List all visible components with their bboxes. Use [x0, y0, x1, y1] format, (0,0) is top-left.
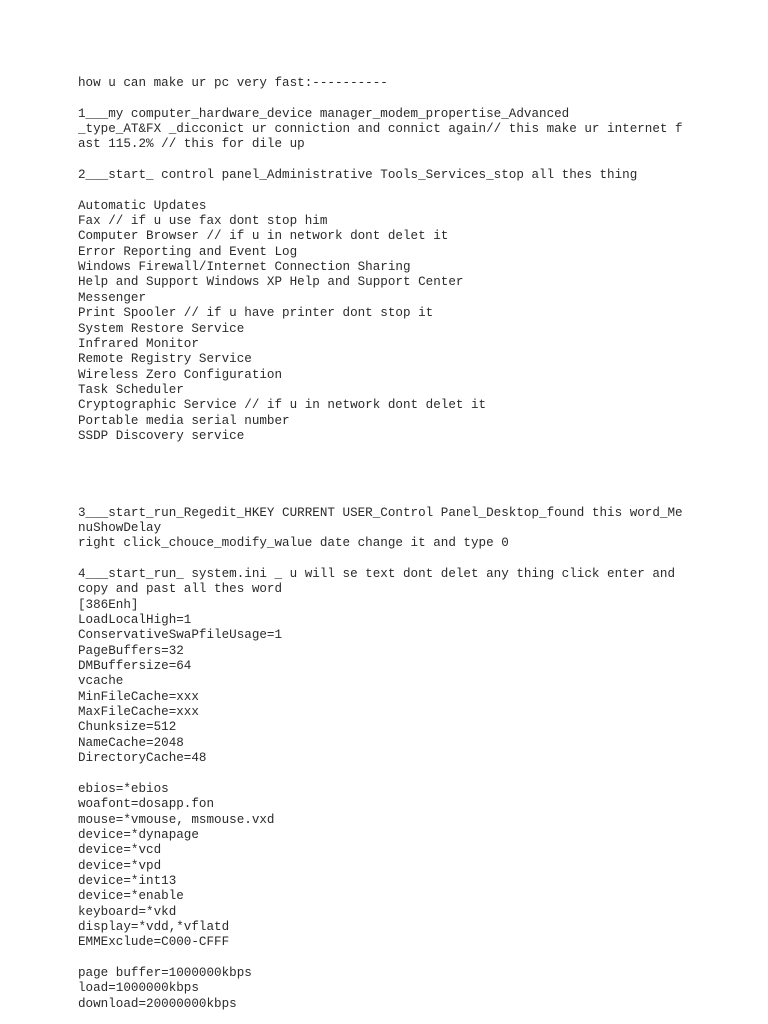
- text-line: 4___start_run_ system.ini _ u will se text dont delet any thing click enter and: [78, 567, 676, 581]
- text-line: device=*dynapage: [78, 827, 199, 842]
- blank-line: [78, 475, 738, 490]
- text-line: SSDP Discovery service: [78, 428, 245, 443]
- text-line: keyboard=*vkd: [78, 904, 177, 919]
- text-line: right click_chouce_modify_walue date change it and type 0: [78, 536, 509, 551]
- blank-line: [78, 552, 738, 567]
- text-line: display=*vdd,*vflatd: [78, 919, 230, 934]
- text-line: Wireless Zero Configuration: [78, 367, 283, 382]
- text-line: Print Spooler // if u have printer dont stop it: [78, 306, 434, 321]
- blank-line: [78, 91, 738, 106]
- text-line: MinFileCache=xxx: [78, 689, 199, 704]
- text-line: PageBuffers=32: [78, 643, 184, 658]
- text-line: ast 115.2% // this for dile up: [78, 137, 305, 152]
- blank-line: [78, 951, 738, 966]
- text-line: NameCache=2048: [78, 735, 184, 750]
- text-line: Error Reporting and Event Log: [78, 244, 298, 259]
- text-line: System Restore Service: [78, 321, 245, 336]
- text-line: Fax // if u use fax dont stop him: [78, 214, 328, 229]
- text-line: Help and Support Windows XP Help and Support Center: [78, 275, 464, 290]
- text-line: _type_AT&FX _dicconict ur conniction and connict again// this make ur internet f: [78, 122, 683, 137]
- text-line: Messenger: [78, 290, 147, 305]
- text-line: EMMExclude=C000-CFFF: [78, 935, 230, 950]
- blank-line: [78, 183, 738, 198]
- blank-line: [78, 766, 738, 781]
- text-line: device=*int13: [78, 873, 177, 888]
- text-line: page buffer=1000000kbps: [78, 965, 252, 980]
- text-line: device=*enable: [78, 889, 184, 904]
- text-line: LoadLocalHigh=1: [78, 613, 192, 628]
- text-line: device=*vcd: [78, 843, 162, 858]
- text-line: nuShowDelay: [78, 520, 162, 535]
- text-line: Portable media serial number: [78, 413, 290, 428]
- text-line: Remote Registry Service: [78, 352, 252, 367]
- text-line: DMBuffersize=64: [78, 659, 192, 674]
- text-line: download=20000000kbps: [78, 996, 237, 1011]
- text-line: vcache: [78, 674, 124, 689]
- text-line: Computer Browser // if u in network dont delet it: [78, 229, 449, 244]
- blank-line: [78, 460, 738, 475]
- document-page: [78, 76, 738, 1012]
- text-line: [386Enh]: [78, 597, 139, 612]
- text-line: Cryptographic Service // if u in network dont delet it: [78, 398, 487, 413]
- text-line: load=1000000kbps: [78, 981, 199, 996]
- text-line: how u can make ur pc very fast:----------: [78, 76, 388, 90]
- text-line: 3___start_run_Regedit_HKEY CURRENT USER_Control Panel_Desktop_found this word_Me: [78, 505, 683, 520]
- blank-line: [78, 490, 738, 505]
- text-line: Automatic Updates: [78, 198, 207, 213]
- text-line: MaxFileCache=xxx: [78, 705, 199, 720]
- blank-line: [78, 444, 738, 459]
- text-line: Windows Firewall/Internet Connection Sharing: [78, 260, 411, 275]
- text-line: 2___start_ control panel_Administrative Tools_Services_stop all thes thing: [78, 168, 638, 183]
- text-line: ebios=*ebios: [78, 781, 169, 796]
- text-line: Task Scheduler: [78, 382, 184, 397]
- text-line: woafont=dosapp.fon: [78, 797, 215, 812]
- text-line: copy and past all thes word: [78, 582, 283, 597]
- text-line: Chunksize=512: [78, 720, 177, 735]
- text-line: device=*vpd: [78, 858, 162, 873]
- text-line: 1___my computer_hardware_device manager_modem_propertise_Advanced: [78, 106, 570, 121]
- text-line: ConservativeSwaPfileUsage=1: [78, 628, 283, 643]
- text-line: mouse=*vmouse, msmouse.vxd: [78, 812, 275, 827]
- text-line: Infrared Monitor: [78, 336, 199, 351]
- blank-line: [78, 153, 738, 168]
- text-line: DirectoryCache=48: [78, 751, 207, 766]
